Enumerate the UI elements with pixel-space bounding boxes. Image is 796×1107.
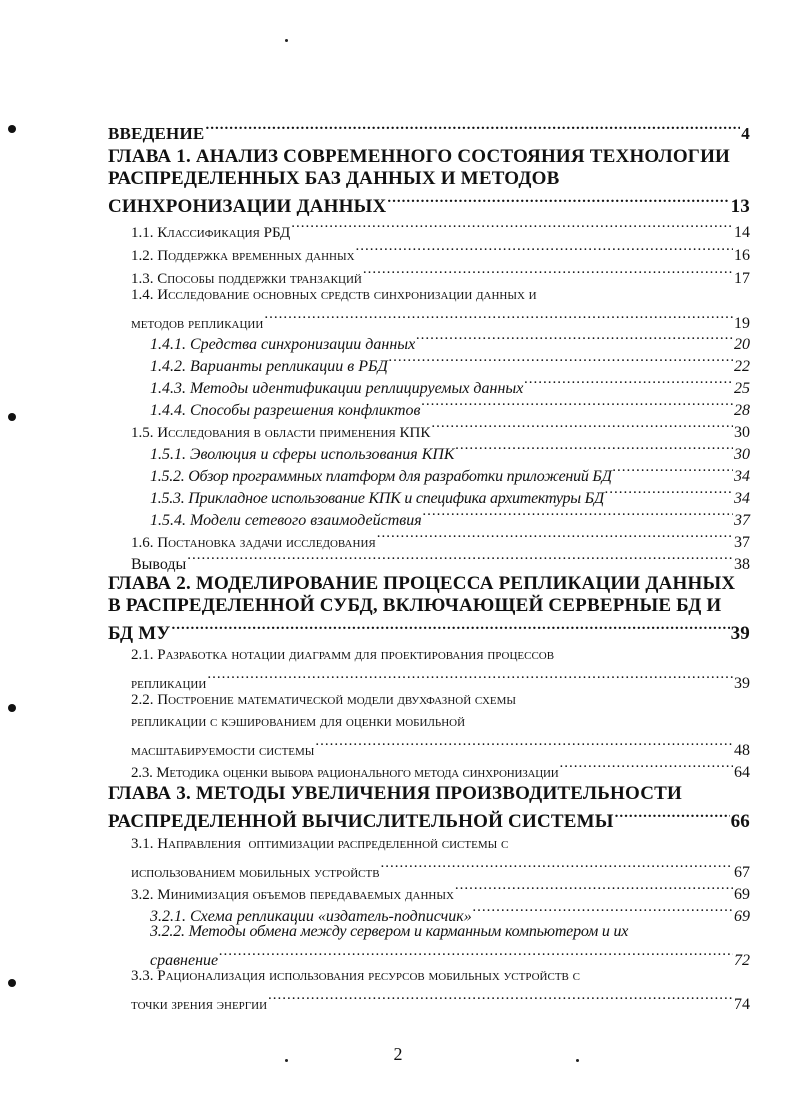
toc-entry-title: 3.2. Минимизация объемов передаваемых данных — [131, 887, 454, 903]
dot-leader — [615, 805, 730, 827]
toc-entry-2-3[interactable] — [131, 755, 750, 784]
dot-leader — [423, 503, 733, 525]
dot-leader — [205, 117, 740, 139]
dot-leader — [264, 306, 733, 328]
toc-entry-chapter-1[interactable] — [108, 190, 750, 218]
toc-page-number: 4 — [741, 124, 750, 143]
dot-leader — [291, 215, 733, 237]
toc-page-number: 13 — [730, 196, 750, 217]
toc-entry-title: ВВЕДЕНИЕ — [108, 124, 205, 143]
toc-page-number: 30 — [734, 446, 750, 463]
toc-entry-introduction[interactable] — [108, 117, 750, 145]
toc-entry-3-3-line-1[interactable]: 3.3. Рационализация использования ресурсов мобильных устройств с — [131, 968, 580, 984]
toc-entry-title: масштабируемости системы — [131, 743, 315, 759]
toc-entry-title: 1.5. Исследования в области применения КПК — [131, 425, 431, 441]
dot-leader — [524, 371, 733, 393]
toc-page-number: 30 — [734, 424, 750, 441]
toc-entry-3-2-2-line-1[interactable]: 3.2.2. Методы обмена между сервером и карманным компьютером и их — [150, 923, 629, 940]
toc-page-number: 69 — [734, 908, 750, 925]
toc-page-number: 74 — [734, 996, 750, 1013]
dot-leader — [473, 899, 733, 921]
chapter-1-heading-line-2[interactable]: РАСПРЕДЕЛЕННЫХ БАЗ ДАННЫХ И МЕТОДОВ — [108, 168, 560, 189]
chapter-2-heading-line-3: БД МУ — [108, 623, 171, 644]
toc-page-number: 14 — [734, 224, 750, 241]
dot-leader — [363, 261, 733, 283]
chapter-2-heading-line-1[interactable]: ГЛАВА 2. МОДЕЛИРОВАНИЕ ПРОЦЕССА РЕПЛИКАЦИИ ДАННЫХ — [108, 573, 736, 594]
toc-entry-title: 1.4.3. Методы идентификации реплицируемых данных — [150, 380, 524, 397]
toc-page-number: 39 — [734, 675, 750, 692]
binder-hole-mark — [8, 979, 16, 987]
page-number: 2 — [393, 1044, 403, 1064]
dot-leader — [613, 459, 733, 481]
toc-page-number: 37 — [734, 512, 750, 529]
toc-entry-title: 1.5.4. Модели сетевого взаимодействия — [150, 512, 422, 529]
chapter-3-heading-line-1[interactable]: ГЛАВА 3. МЕТОДЫ УВЕЛИЧЕНИЯ ПРОИЗВОДИТЕЛЬНОСТИ — [108, 783, 682, 804]
dot-leader — [207, 666, 733, 688]
toc-entry-title: Выводы — [131, 556, 187, 573]
toc-entry-2-2-line-2[interactable]: репликации с кэшированием для оценки мобильной — [131, 714, 466, 730]
dot-leader — [356, 238, 733, 260]
toc-page-number: 17 — [734, 270, 750, 287]
toc-entry-title: 1.4.1. Средства синхронизации данных — [150, 336, 416, 353]
toc-entry-title: 3.2.1. Схема репликации «издатель-подписчик» — [150, 908, 472, 925]
toc-page-number: 64 — [734, 764, 750, 781]
dot-leader — [389, 349, 733, 371]
toc-page-number: 28 — [734, 402, 750, 419]
toc-entry-title: 1.3. Способы поддержки транзакций — [131, 271, 362, 287]
toc-entry-2-1-line-1[interactable]: 2.1. Разработка нотации диаграмм для проектирования процессов — [131, 647, 555, 663]
toc-entry-title: точки зрения энергии — [131, 997, 268, 1013]
toc-entry-title: 1.5.1. Эволюция и сферы использования КПК — [150, 446, 455, 463]
toc-page-number: 48 — [734, 742, 750, 759]
chapter-2-heading-line-2[interactable]: В РАСПРЕДЕЛЕННОЙ СУБД, ВКЛЮЧАЮЩЕЙ СЕРВЕРНЫЕ БД И — [108, 595, 722, 616]
toc-entry-chapter-2[interactable] — [108, 617, 750, 645]
dot-leader — [605, 481, 733, 503]
scan-speck — [285, 39, 288, 42]
dot-leader — [219, 943, 733, 965]
toc-entry-1-4-line-1[interactable]: 1.4. Исследование основных средств синхронизации данных и — [131, 287, 537, 303]
binder-hole-mark — [8, 413, 16, 421]
toc-entry-chapter-3[interactable] — [108, 805, 750, 833]
toc-page-number: 69 — [734, 886, 750, 903]
toc-page-number: 16 — [734, 247, 750, 264]
toc-entry-title: 1.5.3. Прикладное использование КПК и специфика архитектуры БД — [150, 490, 604, 507]
dot-leader — [559, 755, 733, 777]
toc-entry-title: 1.2. Поддержка временных данных — [131, 248, 355, 264]
dot-leader — [431, 415, 733, 437]
toc-page-number: 39 — [730, 623, 750, 644]
toc-entry-title: 2.3. Методика оценки выбора рационального метода синхронизации — [131, 765, 559, 781]
toc-page-number: 66 — [730, 811, 750, 832]
toc-page-number: 20 — [734, 336, 750, 353]
toc-entry-2-2-line-1[interactable]: 2.2. Построение математической модели двухфазной схемы — [131, 692, 516, 708]
toc-entry-3-3[interactable] — [131, 987, 750, 1016]
toc-entry-title: 1.5.2. Обзор программных платформ для разработки приложений БД — [150, 468, 612, 485]
dot-leader — [456, 437, 733, 459]
toc-page-number: 38 — [734, 556, 750, 573]
toc-page-number: 22 — [734, 358, 750, 375]
toc-entry-title: 1.6. Постановка задачи исследования — [131, 535, 376, 551]
toc-entry-title: репликации — [131, 676, 207, 692]
dot-leader — [315, 733, 733, 755]
chapter-3-heading-line-2: РАСПРЕДЕЛЕННОЙ ВЫЧИСЛИТЕЛЬНОЙ СИСТЕМЫ — [108, 811, 614, 832]
toc-page-number: 25 — [734, 380, 750, 397]
toc-entry-conclusions[interactable] — [131, 547, 750, 576]
toc-entry-title: методов репликации — [131, 316, 264, 332]
dot-leader — [381, 855, 733, 877]
toc-entry-title: использованием мобильных устройств — [131, 865, 380, 881]
toc-entry-title: 1.4.2. Варианты репликации в РБД — [150, 358, 388, 375]
binder-hole-mark — [8, 125, 16, 133]
dot-leader — [416, 327, 733, 349]
dot-leader — [455, 877, 733, 899]
toc-page-number: 67 — [734, 864, 750, 881]
toc-entry-title: сравнение — [150, 952, 219, 969]
toc-entry-3-1-line-1[interactable]: 3.1. Направления оптимизации распределенной системы с — [131, 836, 509, 852]
dot-leader — [187, 547, 733, 569]
toc-page-number: 72 — [734, 952, 750, 969]
toc-entry-title: 1.4.4. Способы разрешения конфликтов — [150, 402, 421, 419]
chapter-1-heading-line-3: СИНХРОНИЗАЦИИ ДАННЫХ — [108, 196, 387, 217]
toc-entry-title: 1.1. Классификация РБД — [131, 225, 291, 241]
dot-leader — [172, 617, 730, 639]
toc-page-number: 19 — [734, 315, 750, 332]
toc-page-number: 34 — [734, 468, 750, 485]
dot-leader — [421, 393, 733, 415]
toc-page-number: 34 — [734, 490, 750, 507]
dot-leader — [268, 987, 733, 1009]
toc-page-number: 37 — [734, 534, 750, 551]
dot-leader — [387, 190, 729, 212]
chapter-1-heading-line-1[interactable]: ГЛАВА 1. АНАЛИЗ СОВРЕМЕННОГО СОСТОЯНИЯ ТЕХНОЛОГИИ — [108, 146, 731, 167]
dot-leader — [377, 525, 733, 547]
binder-hole-mark — [8, 704, 16, 712]
